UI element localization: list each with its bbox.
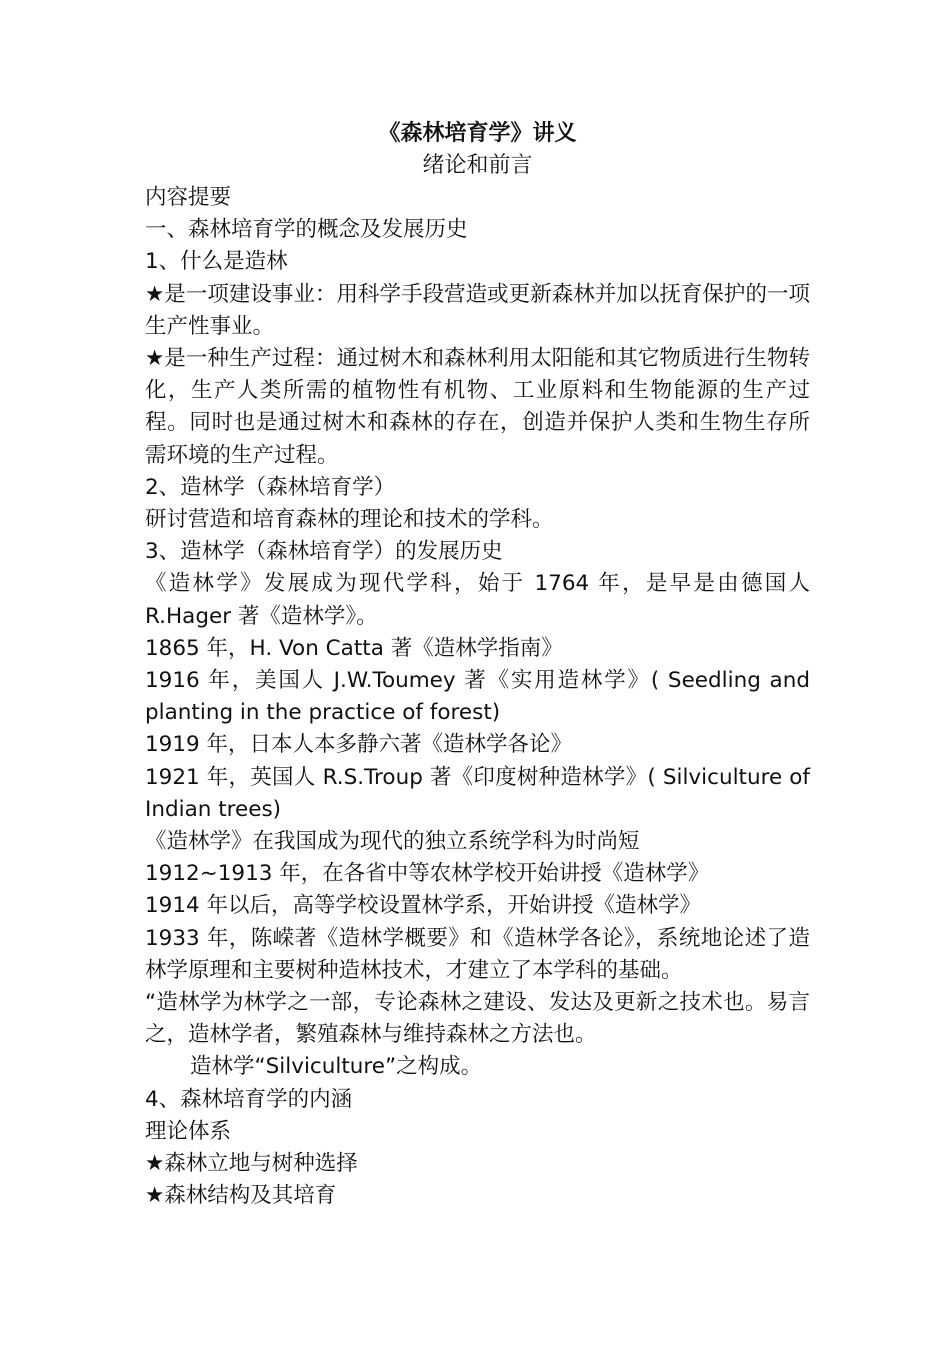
document-body xyxy=(145,118,810,1213)
body-paragraph: 《造林学》发展成为现代学科，始于 1764 年，是早是由德国人 R.Hager 著《造林学》。 xyxy=(145,571,810,629)
history-item: 1919 年，日本人本多静六著《造林学各论》 xyxy=(145,732,573,758)
section-heading-1: 一、森林培育学的概念及发展历史 xyxy=(145,217,468,243)
subsection-heading-2: 2、造林学（森林培育学） xyxy=(145,474,396,500)
section-summary-heading: 内容提要 xyxy=(145,185,232,210)
document-title: 《森林培育学》讲义 xyxy=(378,121,577,146)
history-item: 1914 年以后，高等学校设置林学系，开始讲授《造林学》 xyxy=(145,893,702,919)
bullet-item: ★森林结构及其培育 xyxy=(145,1183,337,1209)
subsection-heading-3: 3、造林学（森林培育学）的发展历史 xyxy=(145,539,503,565)
bullet-item: ★森林立地与树种选择 xyxy=(145,1151,358,1177)
bullet-paragraph-1: ★是一项建设事业：用科学手段营造或更新森林并加以抚育保护的一项生产性事业。 xyxy=(145,281,810,339)
quote-paragraph: “造林学为林学之一部，专论森林之建设、发达及更新之技术也。易言之，造林学者，繁殖森林与维持森林之方法也。 xyxy=(145,990,810,1048)
body-paragraph: 理论体系 xyxy=(145,1118,232,1144)
document-subtitle: 绪论和前言 xyxy=(422,153,533,178)
indented-paragraph: 造林学“Silviculture”之构成。 xyxy=(190,1054,483,1080)
subsection-heading-1: 1、什么是造林 xyxy=(145,249,288,275)
body-paragraph: 《造林学》在我国成为现代的独立系统学科为时尚短 xyxy=(145,829,640,855)
history-item: 1916 年，美国人 J.W.Toumey 著《实用造林学》( Seedling and planting in the practice of forest) xyxy=(145,668,810,726)
subsection-heading-4: 4、森林培育学的内涵 xyxy=(145,1086,353,1112)
history-item: 1912~1913 年，在各省中等农林学校开始讲授《造林学》 xyxy=(145,861,710,887)
history-item: 1933 年，陈嵘著《造林学概要》和《造林学各论》，系统地论述了造林学原理和主要树种造林技术，才建立了本学科的基础。 xyxy=(145,925,810,983)
body-paragraph: 研讨营造和培育森林的理论和技术的学科。 xyxy=(145,507,554,533)
history-item: 1921 年，英国人 R.S.Troup 著《印度树种造林学》( Silviculture of Indian trees) xyxy=(145,764,810,822)
bullet-paragraph-2: ★是一种生产过程：通过树木和森林利用太阳能和其它物质进行生物转化，生产人类所需的植物性有机物、工业原料和生物能源的生产过程。同时也是通过树木和森林的存在，创造并保护人类和生物生存所需环境的生产过程。 xyxy=(145,346,810,468)
history-item: 1865 年，H. Von Catta 著《造林学指南》 xyxy=(145,635,563,661)
